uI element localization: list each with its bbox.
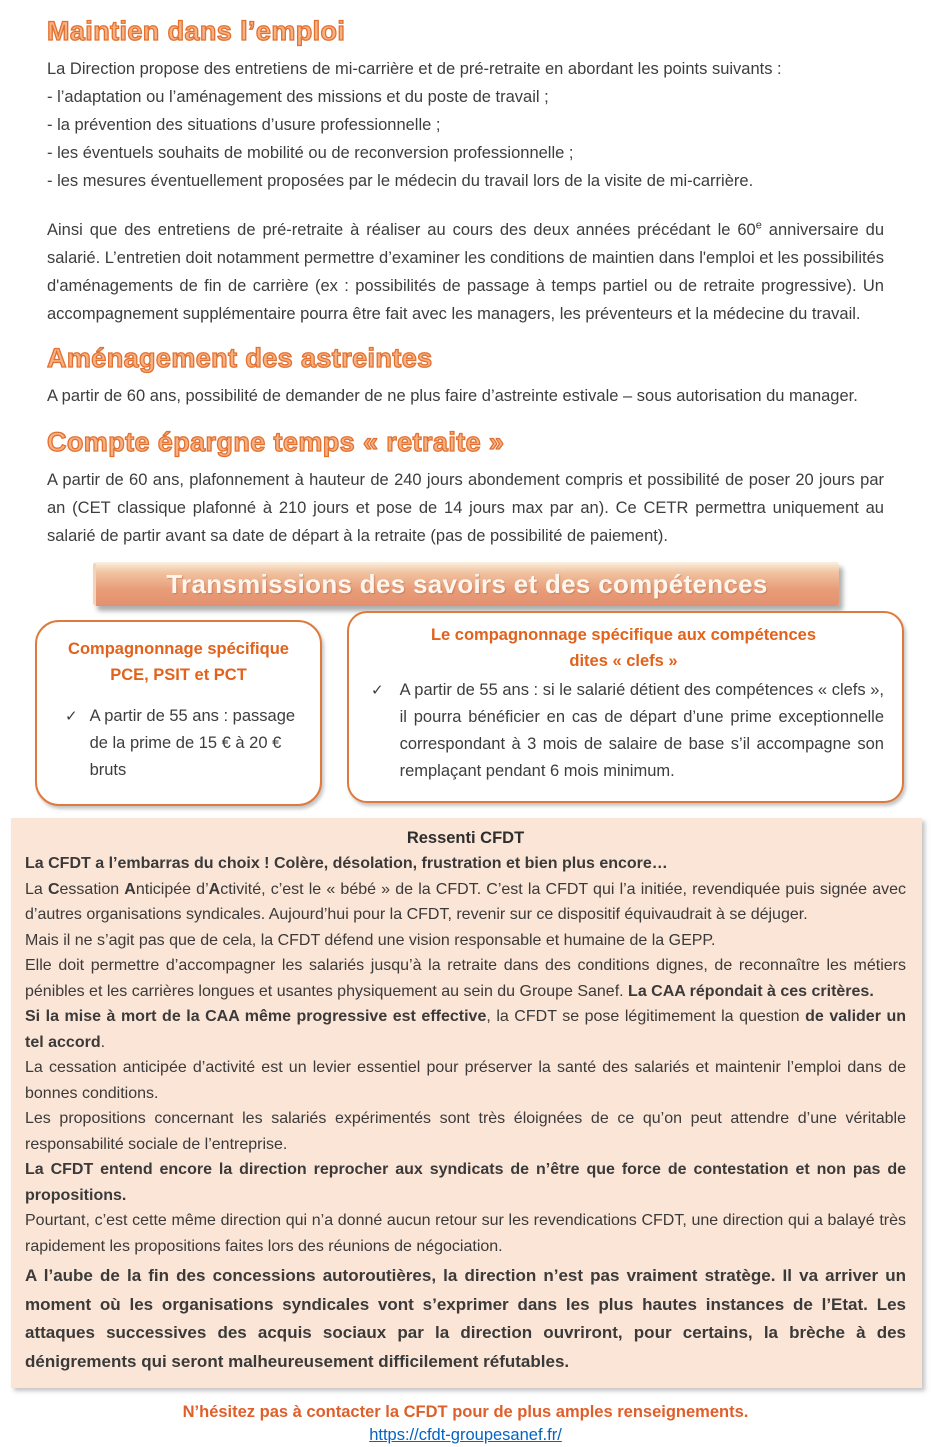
section-heading-cetr: Compte épargne temps « retraite » [47, 427, 505, 457]
footer [0, 1401, 931, 1447]
footer-contact-text: N’hésitez pas à contacter la CFDT pour de plus amples renseignements. [182, 1403, 749, 1421]
list-item: - les éventuels souhaits de mobilité ou de reconversion professionnelle ; [47, 144, 574, 162]
ressenti-paragraph: Pourtant, c’est cette même direction qui n’a donné aucun retour sur les revendications CFDT, une direction qui a balayé très rapidement les propositions faites lors des réunions de négociation. [25, 1212, 906, 1255]
document-content [0, 0, 931, 550]
compagnonnage-boxes-row [0, 611, 931, 806]
checkmark-icon: ✓ [65, 708, 78, 725]
ressenti-cfdt-title: Ressenti CFDT [406, 829, 525, 847]
list-item: - la prévention des situations d’usure professionnelle ; [47, 116, 441, 134]
footer-website-link[interactable]: https://cfdt-groupesanef.fr/ [369, 1426, 562, 1444]
section-heading-astreintes: Aménagement des astreintes [47, 343, 433, 373]
compagnonnage-clefs-bullet-text: A partir de 55 ans : si le salarié détient des compétences « clefs », il pourra bénéficier en cas de départ d’une prime exceptionnelle correspondant à 3 mois de salaire de base s’il accompagne son remplaçant pendant 6 mois minimum. [399, 681, 884, 780]
box-title-line: Le compagnonnage spécifique aux compétences [430, 626, 817, 644]
compagnonnage-pce-box [35, 620, 322, 806]
ressenti-paragraph: La cessation anticipée d’activité est un levier essentiel pour préserver la santé des salariés et maintenir l’emploi dans de bonnes conditions. [25, 1059, 906, 1102]
cetr-paragraph: A partir de 60 ans, plafonnement à hauteur de 240 jours abondement compris et possibilité de poser 20 jours par an (CET classique plafonné à 210 jours et pose de 14 jours max par an). Ce CETR permettra uniquement au salarié de partir avant sa date de départ à la retraite (pas de possibilité de paiement). [47, 471, 884, 545]
ressenti-paragraph: Elle doit permettre d’accompagner les salariés jusqu’à la retraite dans des conditions dignes, de reconnaître les métiers pénibles et les carrières longues et usantes physiquement au sein du Groupe Sanef. La CAA répondait à ces critères. [25, 957, 906, 1000]
maintien-intro-paragraph: La Direction propose des entretiens de mi-carrière et de pré-retraite en abordant les points suivants : [47, 60, 782, 78]
compagnonnage-clefs-box-title [363, 622, 884, 674]
ressenti-paragraph: La CFDT a l’embarras du choix ! Colère, désolation, frustration et bien plus encore… [25, 855, 668, 872]
compagnonnage-clefs-box [347, 611, 904, 803]
maintien-bullet-list [47, 83, 884, 195]
compagnonnage-pce-box-title [49, 636, 308, 688]
box-title-line: Compagnonnage spécifique [68, 640, 289, 658]
maintien-detail-paragraph: Ainsi que des entretiens de pré-retraite à réaliser au cours des deux années précédant le 60e anniversaire du salarié. L’entretien doit notamment permettre d’examiner les conditions de maintien dans l'emploi et les possibilités d'aménagements de fin de carrière (ex : possibilités de passage à temps partiel ou de retraite progressive). Un accompagnement supplémentaire pourra être fait avec les managers, les préventeurs et la médecine du travail. [47, 219, 884, 323]
compagnonnage-clefs-bullet [363, 677, 884, 785]
compagnonnage-pce-bullet-text: A partir de 55 ans : passage de la prime de 15 € à 20 € bruts [89, 707, 296, 779]
ressenti-paragraph: La Cessation Anticipée d’Activité, c’est le « bébé » de la CFDT. C’est la CFDT qui l’a initiée, revendiquée puis signée avec d’autres organisations syndicales. Aujourd’hui pour la CFDT, revenir sur ce dispositif équivaudrait à se déjuger. [25, 880, 907, 923]
section-heading-maintien-emploi: Maintien dans l’emploi [47, 16, 346, 46]
ressenti-paragraph: Les propositions concernant les salariés expérimentés sont très éloignées de ce qu’on peut attendre d’une véritable responsabilité sociale de l’entreprise. [25, 1110, 906, 1153]
astreintes-paragraph: A partir de 60 ans, possibilité de demander de ne plus faire d’astreinte estivale – sous autorisation du manager. [47, 387, 858, 405]
box-title-line: dites « clefs » [569, 652, 678, 670]
compagnonnage-pce-bullet [49, 703, 308, 784]
ressenti-cfdt-box [11, 818, 922, 1388]
list-item: - les mesures éventuellement proposées par le médecin du travail lors de la visite de mi-carrière. [47, 172, 754, 190]
box-title-line: PCE, PSIT et PCT [110, 666, 247, 684]
ressenti-paragraph: La CFDT entend encore la direction reprocher aux syndicats de n’être que force de contestation et non pas de propositions. [25, 1161, 906, 1204]
ressenti-paragraph: Si la mise à mort de la CAA même progressive est effective, la CFDT se pose légitimement la question de valider un tel accord. [25, 1008, 906, 1051]
ressenti-conclusion-paragraph: A l’aube de la fin des concessions autoroutières, la direction n’est pas vraiment stratège. Il va arriver un moment où les organisations syndicales vont s’exprimer dans les plus hautes instances de l’Etat. Les attaques successives des acquis sociaux par la direction ouvriront, pour certains, la brèche à des dénigrements qui seront malheureusement difficilement réfutables. [25, 1266, 906, 1371]
list-item: - l’adaptation ou l’aménagement des missions et du poste de travail ; [47, 88, 549, 106]
checkmark-icon: ✓ [371, 682, 384, 699]
ressenti-paragraph: Mais il ne s’agit pas que de cela, la CFDT défend une vision responsable et humaine de la GEPP. [25, 931, 716, 949]
transmissions-banner [93, 562, 839, 606]
transmissions-banner-title: Transmissions des savoirs et des compétences [166, 569, 768, 599]
